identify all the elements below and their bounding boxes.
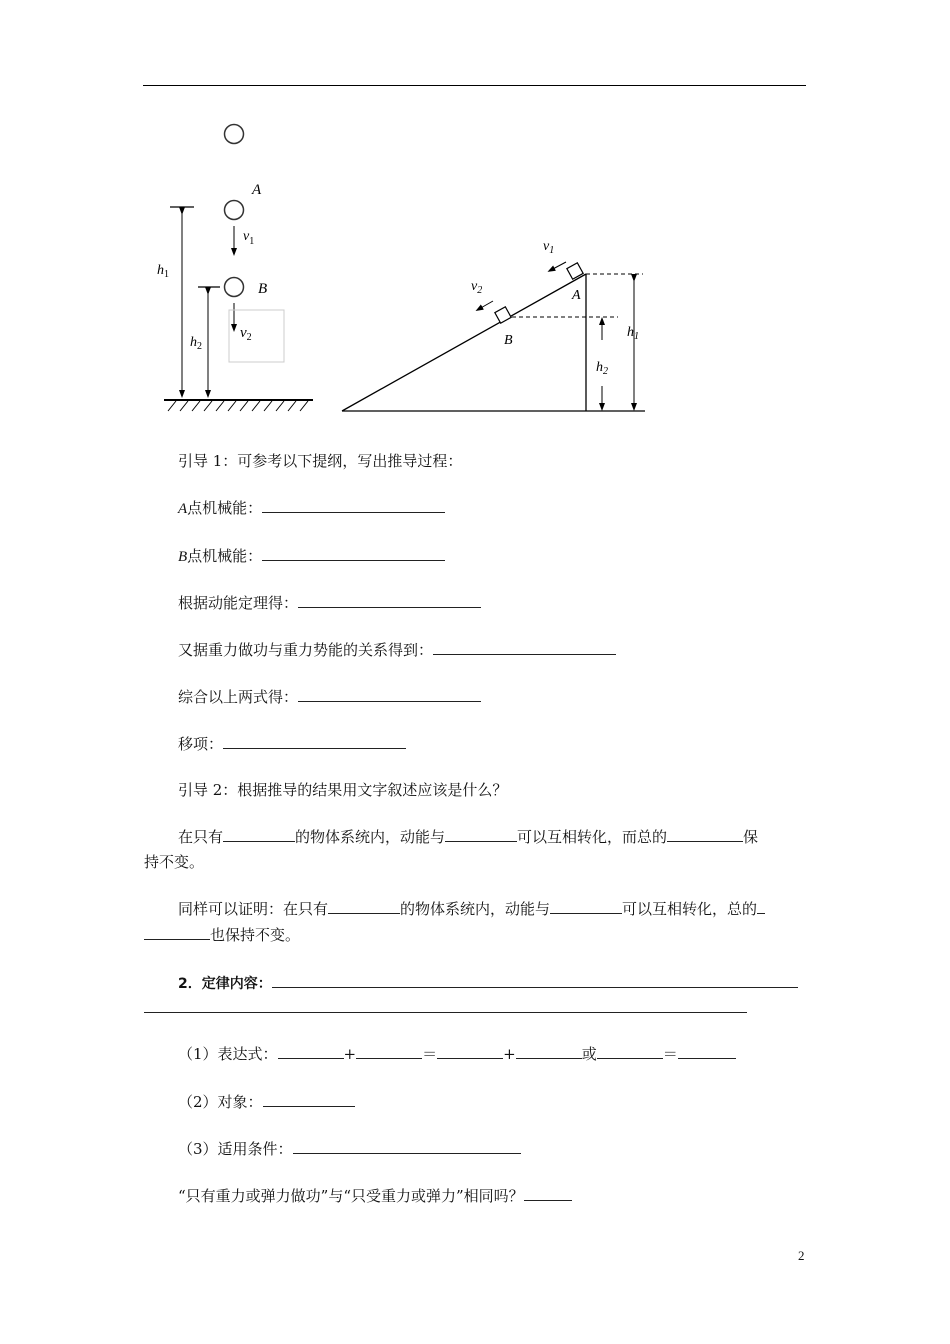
s1-blank-1[interactable] [223,826,295,842]
question-blank[interactable] [524,1185,572,1201]
fall-label-h1: $h_1$ [157,263,169,280]
kinetic-line [178,592,481,613]
expr-blank-4[interactable] [516,1043,582,1059]
question-line [178,1185,572,1206]
guide1-intro: 引导 1：可参考以下提纲，写出推导过程： [178,452,463,470]
s2-blank-1[interactable] [328,898,400,914]
statement1-line2: 持不变。 [144,853,205,871]
b-answer-blank[interactable] [262,545,445,561]
incline-label-h2: $h_2$ [596,360,608,377]
s1-blank-2[interactable] [445,826,517,842]
s2-text-c: 可以互相转化，总的 [622,900,758,918]
guide2-question: 引导 2：根据推导的结果用文字叙述应该是什么？ [178,781,508,799]
expr-blank-5[interactable] [597,1043,663,1059]
condition-label: （3）适用条件： [178,1140,293,1158]
law-heading: 2．定律内容： [178,976,272,992]
combine-label: 综合以上两式得： [178,688,299,706]
expr-eq-2: ＝ [662,1045,678,1063]
s2-text-d: 也保持不变。 [210,926,301,944]
s1-text-b: 的物体系统内，动能与 [295,828,446,846]
kinetic-blank[interactable] [298,592,481,608]
block-b [495,307,511,323]
fall-label-a: A [252,182,262,198]
object-blank[interactable] [263,1091,355,1107]
gravity-label: 又据重力做功与重力势能的关系得到： [178,641,434,659]
s2-blank-3-start[interactable] [757,898,765,914]
faint-box [229,310,284,362]
combine-blank[interactable] [298,686,481,702]
expr-label: （1）表达式： [178,1045,278,1063]
a-point-line [178,497,445,519]
incline-label-v1: $v_1$ [543,239,555,256]
ball-b [225,278,244,297]
s1-text-d: 保 [743,828,759,846]
s1-blank-3[interactable] [667,826,743,842]
fall-label-h2: $h_2$ [190,335,202,352]
statement2-line2 [144,924,300,945]
expr-blank-6[interactable] [678,1043,736,1059]
expr-plus-1: + [343,1045,357,1063]
s1-text-a: 在只有 [178,828,224,846]
fall-label-v2: $v_2$ [240,325,252,343]
condition-blank[interactable] [293,1138,521,1154]
incline-v2-arrow [479,301,493,309]
s2-blank-3-end[interactable] [144,924,210,940]
rearrange-blank[interactable] [223,733,406,749]
law-question: “只有重力或弹力做功”与“只受重力或弹力”相同吗？ [178,1187,524,1205]
expr-eq-1: ＝ [422,1045,438,1063]
a-label: 点机械能： [187,499,263,517]
combine-line [178,686,481,707]
a-answer-blank[interactable] [262,497,445,513]
page-number: 2 [798,1248,805,1263]
ground-hatch [168,401,308,411]
b-var: B [178,549,188,565]
incline-label-a: A [572,288,581,303]
rearrange-label: 移项： [178,735,224,753]
statement1-line1 [178,826,758,847]
incline-label-h1: $h_1$ [627,325,639,342]
kinetic-label: 根据动能定理得： [178,594,299,612]
gravity-line [178,639,616,660]
s2-text-b: 的物体系统内，动能与 [400,900,551,918]
b-label: 点机械能： [187,547,263,565]
gravity-blank[interactable] [433,639,616,655]
expr-blank-1[interactable] [278,1043,344,1059]
law-content-blank[interactable] [272,972,798,988]
expression-line [178,1043,736,1064]
law-content-blank-2[interactable] [144,997,747,1013]
ball-a [225,201,244,220]
incline-label-b: B [504,333,513,348]
incline-label-v2: $v_2$ [471,279,483,296]
object-line [178,1091,355,1112]
expr-plus-2: + [503,1045,516,1063]
statement2-line1 [178,898,765,919]
ball-top [225,125,244,144]
incline-slope [342,274,586,411]
s2-text-a: 同样可以证明：在只有 [178,900,329,918]
law-content-line2 [144,997,747,1018]
s2-blank-2[interactable] [550,898,622,914]
incline-v1-arrow [551,262,566,270]
rearrange-line [178,733,406,754]
condition-line [178,1138,521,1159]
law-heading-line [178,972,798,994]
expr-blank-3[interactable] [437,1043,503,1059]
expr-or: 或 [581,1045,597,1063]
object-label: （2）对象： [178,1093,263,1111]
fall-label-b: B [258,281,268,297]
expr-blank-2[interactable] [356,1043,422,1059]
fall-label-v1: $v_1$ [243,229,255,247]
b-point-line [178,545,445,567]
a-var: A [178,501,188,517]
s1-text-c: 可以互相转化，而总的 [517,828,668,846]
energy-figure [0,0,950,430]
